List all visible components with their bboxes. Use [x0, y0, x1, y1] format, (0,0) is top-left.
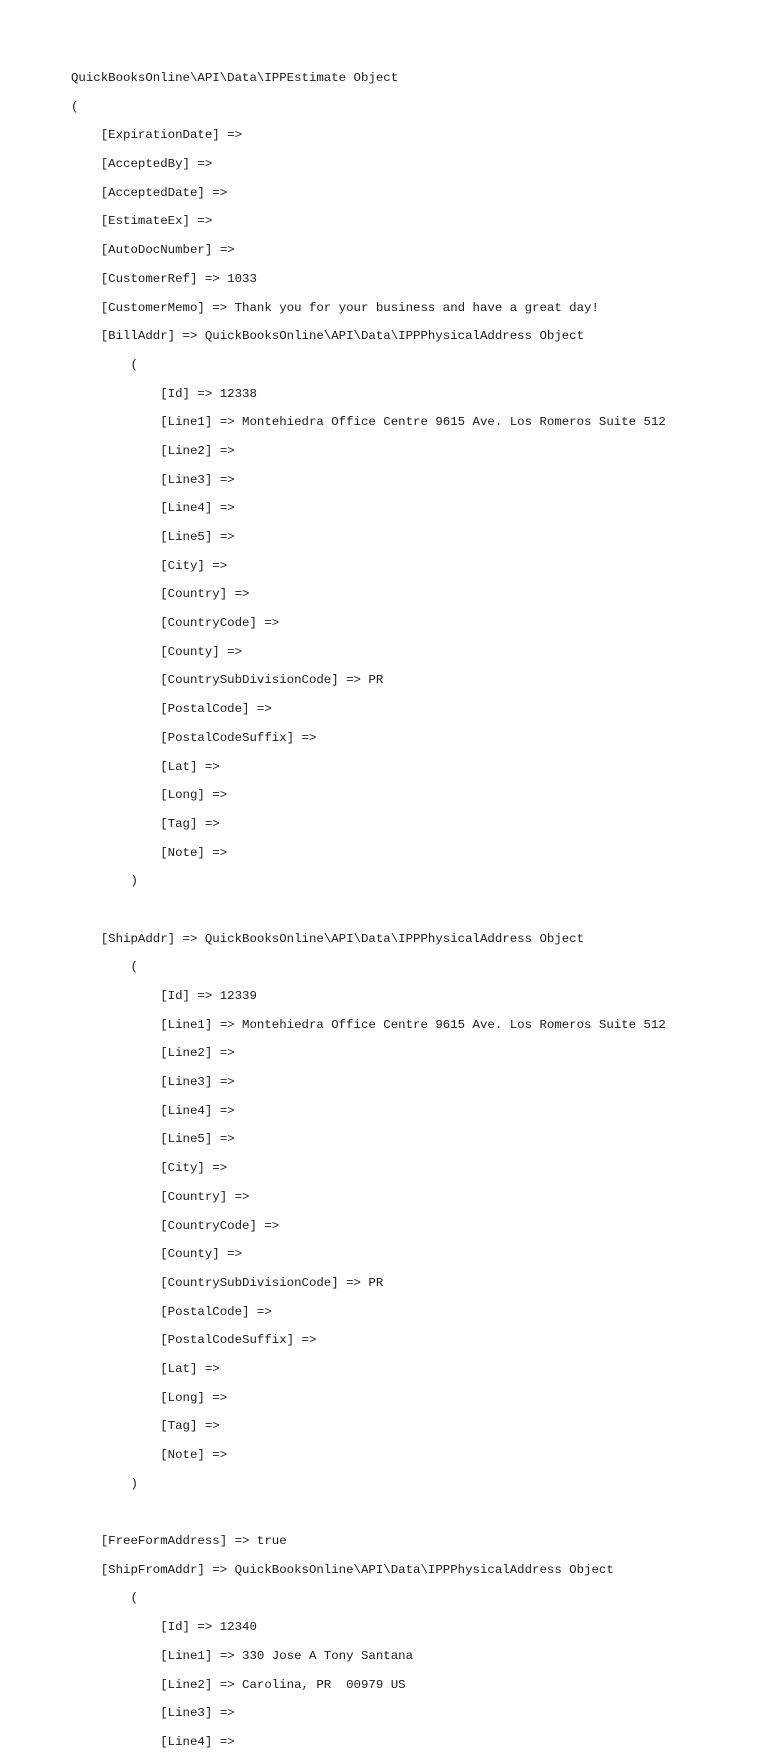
dump-line: [Line4] => — [71, 501, 235, 516]
dump-line: [Line5] => — [71, 1132, 235, 1147]
dump-line: [Line3] => — [71, 472, 235, 487]
dump-line: ( — [71, 357, 138, 372]
dump-line: [BillAddr] => QuickBooksOnline\API\Data\IPPPhysicalAddress Object — [71, 329, 585, 344]
dump-line: [AcceptedBy] => — [71, 157, 213, 172]
dump-line: [Note] => — [71, 1448, 228, 1462]
dump-line: [Line1] => Montehiedra Office Centre 9615 Ave. Los Romeros Suite 512 — [71, 1017, 666, 1032]
dump-line: QuickBooksOnline\API\Data\IPPEstimate Object — [71, 71, 399, 85]
dump-line: [Lat] => — [71, 759, 220, 774]
dump-line: [CountrySubDivisionCode] => PR — [71, 673, 384, 688]
dump-line: [CountryCode] => — [71, 1218, 280, 1233]
dump-line: ) — [71, 1476, 138, 1491]
dump-line: [Line5] => — [71, 530, 235, 544]
dump-line: [PostalCodeSuffix] => — [71, 1333, 317, 1348]
dump-line: [Id] => 12338 — [71, 386, 257, 401]
dump-line: [Line3] => — [71, 1706, 235, 1721]
dump-line: [Line2] => — [71, 1046, 235, 1061]
dump-line: [CustomerMemo] => Thank you for your business and have a great day! — [71, 300, 599, 315]
dump-line — [71, 1505, 666, 1520]
dump-line: [Long] => — [71, 788, 228, 803]
dump-line: [County] => — [71, 644, 243, 659]
dump-line: [AutoDocNumber] => — [71, 243, 235, 258]
dump-line: [Country] => — [71, 587, 250, 602]
dump-line: [County] => — [71, 1247, 243, 1262]
dump-line: [Long] => — [71, 1390, 228, 1405]
dump-line: [Line4] => — [71, 1734, 235, 1749]
dump-line: ( — [71, 960, 138, 975]
dump-line: [Country] => — [71, 1189, 250, 1204]
dump-line: [ShipAddr] => QuickBooksOnline\API\Data\IPPPhysicalAddress Object — [71, 931, 585, 946]
dump-line: [Note] => — [71, 845, 228, 860]
dump-line: [Line1] => Montehiedra Office Centre 9615 Ave. Los Romeros Suite 512 — [71, 415, 666, 430]
dump-line: [PostalCode] => — [71, 702, 272, 717]
dump-line: [EstimateEx] => — [71, 214, 213, 229]
dump-line: [CustomerRef] => 1033 — [71, 271, 257, 286]
dump-line: [Line1] => 330 Jose A Tony Santana — [71, 1648, 414, 1663]
dump-line: [City] => — [71, 558, 228, 573]
dump-line — [71, 903, 666, 918]
dump-line: ( — [71, 1591, 138, 1606]
dump-line: [AcceptedDate] => — [71, 185, 228, 200]
dump-line: [City] => — [71, 1161, 228, 1176]
dump-line: [Line4] => — [71, 1103, 235, 1118]
object-dump — [71, 71, 666, 1764]
dump-line: [PostalCode] => — [71, 1304, 272, 1319]
dump-line: [ShipFromAddr] => QuickBooksOnline\API\Data\IPPPhysicalAddress Object — [71, 1562, 614, 1577]
dump-line: [ExpirationDate] => — [71, 128, 243, 143]
dump-line: [Tag] => — [71, 816, 220, 831]
dump-line: [PostalCodeSuffix] => — [71, 730, 317, 745]
dump-line: ( — [71, 99, 79, 114]
dump-line: ) — [71, 874, 138, 889]
dump-line: [Tag] => — [71, 1419, 220, 1434]
dump-line: [Line3] => — [71, 1075, 235, 1090]
dump-line: [Id] => 12340 — [71, 1620, 257, 1635]
dump-line: [Lat] => — [71, 1361, 220, 1376]
dump-line: [Line2] => — [71, 443, 235, 458]
dump-line: [Line2] => Carolina, PR 00979 US — [71, 1677, 406, 1692]
dump-line: [Id] => 12339 — [71, 989, 257, 1003]
dump-line: [CountrySubDivisionCode] => PR — [71, 1275, 384, 1290]
dump-line: [FreeFormAddress] => true — [71, 1534, 287, 1549]
dump-line: [CountryCode] => — [71, 616, 280, 631]
